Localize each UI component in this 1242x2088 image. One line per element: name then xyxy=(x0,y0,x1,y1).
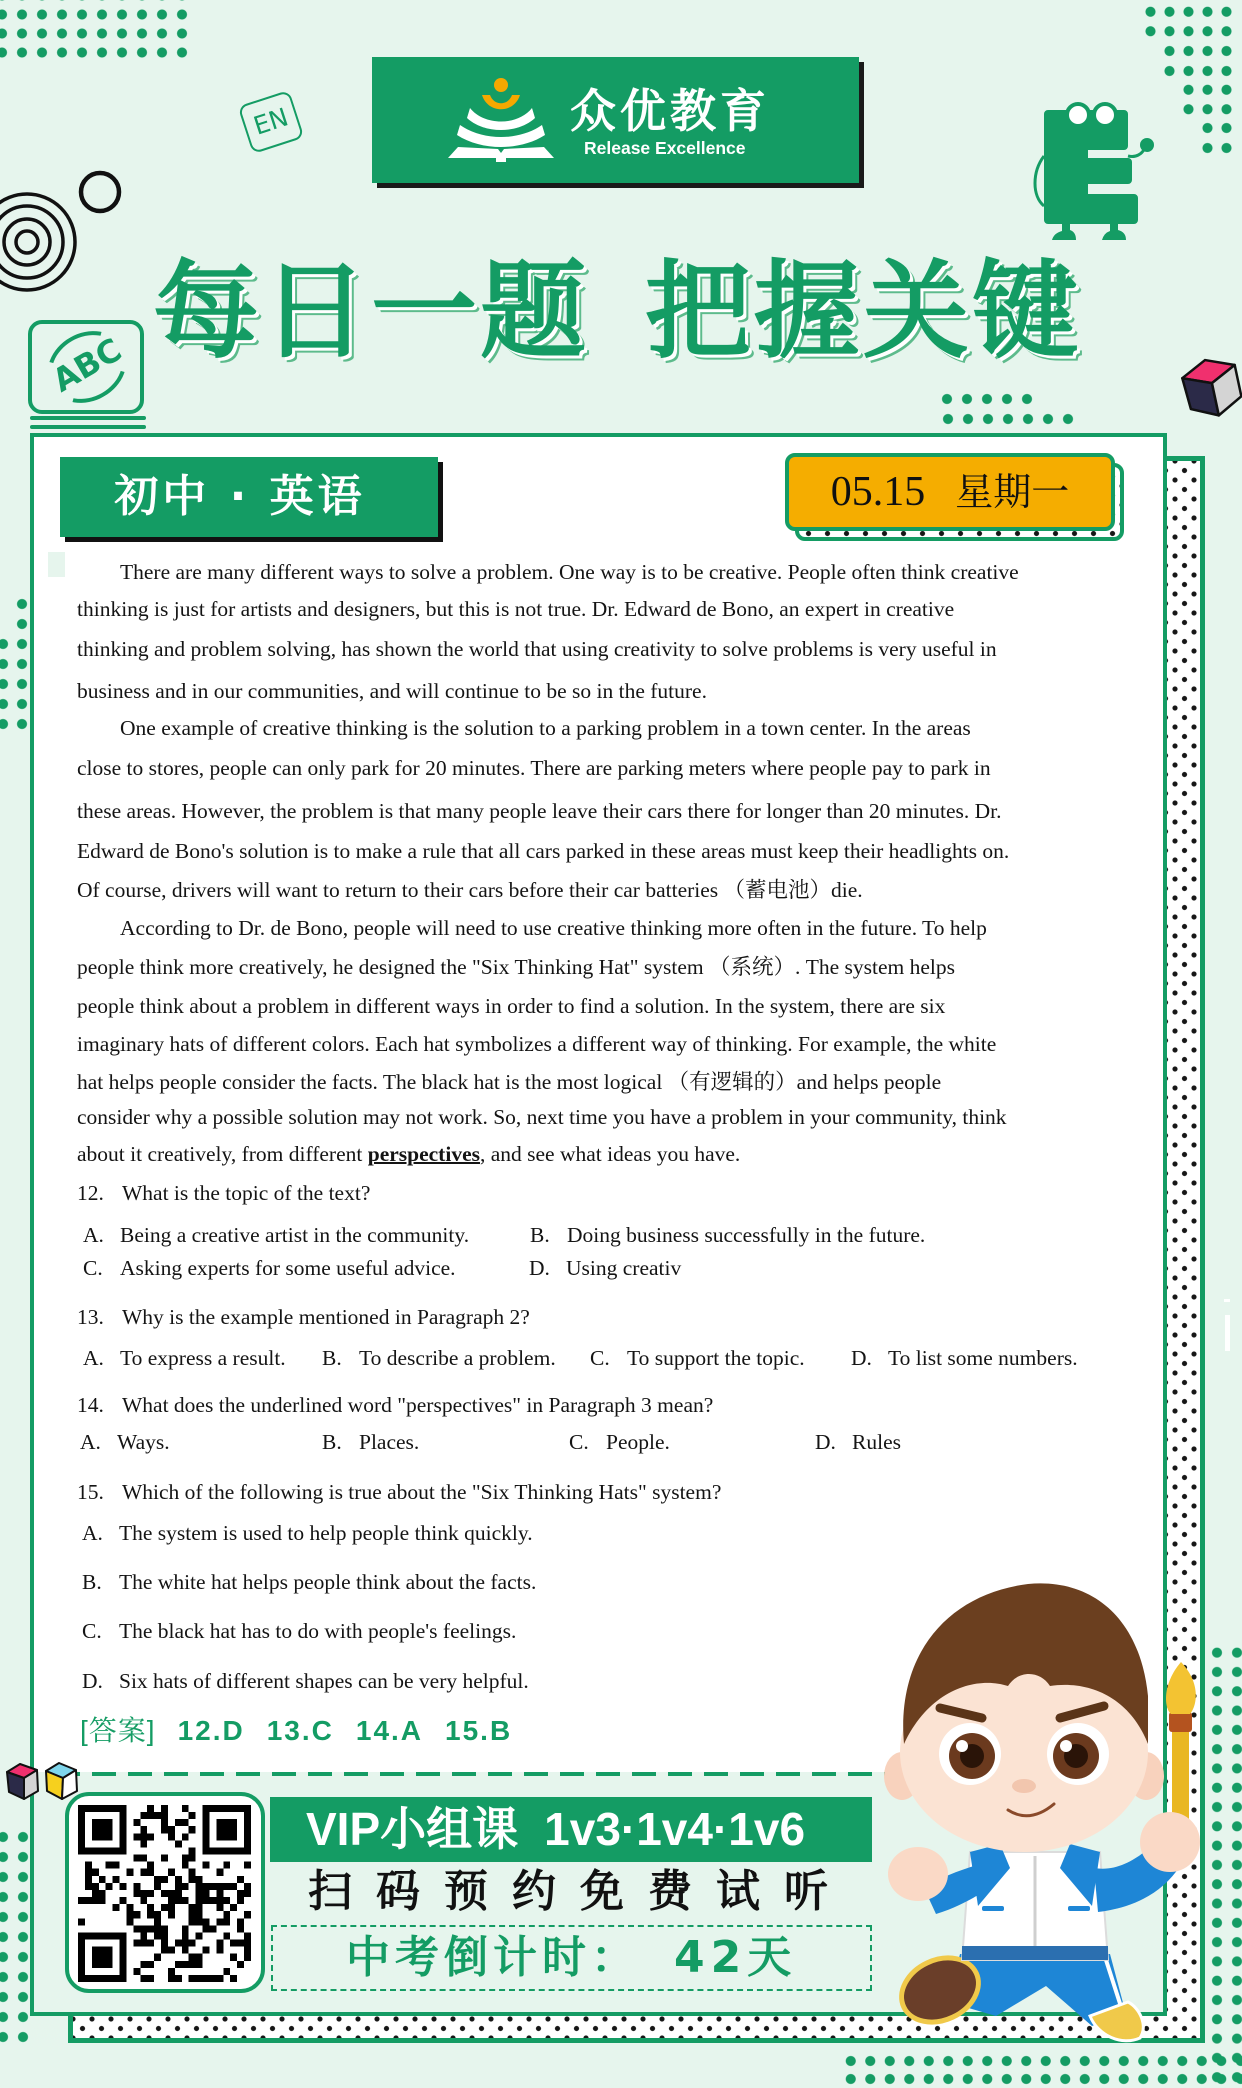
dot-grid-bottom xyxy=(841,2052,1242,2088)
option-12-a xyxy=(83,1220,469,1250)
passage-line: Of course, drivers will want to return to their cars before their car batteries （蓄电池）die. xyxy=(77,878,863,902)
option-text: Rules xyxy=(852,1430,901,1454)
passage-line: thinking and problem solving, has shown the world that using creativity to solve problems is very useful in xyxy=(77,637,997,661)
countdown-text xyxy=(346,1930,797,1986)
subject-label: 初中 · 英语 xyxy=(60,457,438,537)
dot-column-left xyxy=(0,634,13,734)
brand-slogan: Release Excellence xyxy=(584,138,746,158)
option-15-d xyxy=(82,1666,529,1696)
option-text: Six hats of different shapes can be very helpful. xyxy=(119,1669,529,1693)
weekday-value: 星期一 xyxy=(955,472,1070,514)
concentric-circles-icon xyxy=(0,165,130,300)
option-label: C. xyxy=(82,1619,102,1643)
option-text: To express a result. xyxy=(120,1346,286,1370)
passage-line: business and in our communities, and will continue to be so in the future. xyxy=(77,679,707,703)
passage-text: about it creatively, from different xyxy=(77,1142,368,1166)
option-label: B. xyxy=(322,1346,342,1370)
answer-label: [答案] xyxy=(80,1715,156,1746)
en-badge-label: EN xyxy=(249,102,292,141)
option-12-d xyxy=(529,1253,681,1283)
en-badge-icon xyxy=(238,90,305,154)
passage-line: consider why a possible solution may not work. So, next time you have a problem in your community, think xyxy=(77,1105,1007,1129)
question-text: Why is the example mentioned in Paragraph 2? xyxy=(122,1305,530,1329)
passage-line: people think more creatively, he designed the "Six Thinking Hat" system （系统）. The system helps xyxy=(77,955,955,979)
cube-icon xyxy=(1177,350,1242,425)
option-label: C. xyxy=(569,1430,589,1454)
passage-line xyxy=(77,1139,740,1169)
answer-item: 12.D xyxy=(177,1715,245,1746)
abc-book-label: ABC xyxy=(46,330,128,400)
question-number: 12. xyxy=(77,1181,104,1205)
vip-course-banner xyxy=(270,1797,872,1862)
date-value: 05.15 xyxy=(830,469,926,515)
passage-line: close to stores, people can only park for 20 minutes. There are parking meters where people pay to park in xyxy=(77,756,991,780)
date-badge xyxy=(785,453,1115,531)
option-text: To describe a problem. xyxy=(359,1346,556,1370)
option-text: People. xyxy=(606,1430,670,1454)
option-label: D. xyxy=(815,1430,836,1454)
option-13-a xyxy=(83,1343,286,1373)
question-14 xyxy=(77,1390,713,1420)
book-page-line xyxy=(30,416,146,420)
logo-symbol-icon xyxy=(447,78,555,162)
passage-text: , and see what ideas you have. xyxy=(479,1142,741,1166)
option-label: C. xyxy=(590,1346,610,1370)
page-title-part1: 每日一题 xyxy=(153,250,589,373)
option-text: Using creativ xyxy=(566,1256,682,1280)
option-text: Doing business successfully in the future. xyxy=(567,1223,926,1247)
option-12-c xyxy=(83,1253,456,1283)
option-label: B. xyxy=(322,1430,342,1454)
class-sizes: 1v3·1v4·1v6 xyxy=(544,1803,806,1855)
dot-row-above-card xyxy=(938,409,1078,429)
passage-line: According to Dr. de Bono, people will need to use creative thinking more often in the future. To help xyxy=(120,916,987,940)
option-label: B. xyxy=(82,1570,102,1594)
countdown-value: 42天 xyxy=(674,1932,798,1983)
option-label: A. xyxy=(80,1430,101,1454)
option-label: B. xyxy=(530,1223,550,1247)
option-text: Being a creative artist in the community. xyxy=(120,1223,470,1247)
passage-line: One example of creative thinking is the solution to a parking problem in a town center. In the areas xyxy=(120,716,971,740)
qr-code xyxy=(78,1805,251,1982)
question-number: 15. xyxy=(77,1480,104,1504)
decorative-block xyxy=(48,552,65,577)
passage-line: There are many different ways to solve a problem. One way is to be creative. People often think creative xyxy=(120,560,1019,584)
dot-grid-top-right xyxy=(1160,41,1236,81)
option-text: Ways. xyxy=(117,1430,170,1454)
page-title-part2: 把握关键 xyxy=(645,250,1081,373)
countdown-label: 中考倒计时： xyxy=(346,1932,640,1983)
option-label: D. xyxy=(529,1256,550,1280)
passage-line: Edward de Bono's solution is to make a rule that all cars parked in these areas must keep their headlights on. xyxy=(77,839,1010,863)
option-14-d xyxy=(815,1427,901,1457)
answer-key xyxy=(80,1714,512,1748)
dot-grid-top-left xyxy=(0,0,192,62)
option-15-b xyxy=(82,1567,536,1597)
question-text: What is the topic of the text? xyxy=(122,1181,371,1205)
question-text: Which of the following is true about the "Six Thinking Hats" system? xyxy=(122,1480,722,1504)
option-15-c xyxy=(82,1616,516,1646)
option-13-d xyxy=(851,1343,1078,1373)
answer-item: 14.A xyxy=(355,1715,424,1746)
option-label: A. xyxy=(83,1223,104,1247)
option-label: D. xyxy=(851,1346,872,1370)
brand-name-cn: 众优教育 xyxy=(570,84,770,138)
mascot-illustration xyxy=(878,1576,1212,2052)
question-12 xyxy=(77,1178,370,1208)
option-text: Places. xyxy=(359,1430,420,1454)
passage-line: people think about a problem in different ways in order to find a solution. In the system, there are six xyxy=(77,994,946,1018)
scan-cta: 扫码预约免费试听 xyxy=(308,1866,852,1917)
cubes-icon xyxy=(3,1761,81,1805)
option-text: The system is used to help people think quickly. xyxy=(119,1521,533,1545)
dot-grid-bottom-left xyxy=(0,1827,33,2047)
option-14-b xyxy=(322,1427,419,1457)
passage-line: these areas. However, the problem is that many people leave their cars there for longer than 20 minutes. Dr. xyxy=(77,799,1002,823)
dot-column-left xyxy=(12,594,32,734)
passage-line: imaginary hats of different colors. Each hat symbolizes a different way of thinking. For example, the white xyxy=(77,1032,997,1056)
option-14-c xyxy=(569,1427,670,1457)
question-number: 13. xyxy=(77,1305,104,1329)
option-13-b xyxy=(322,1343,556,1373)
vip-course-label: VIP小组课 xyxy=(306,1803,519,1855)
question-number: 14. xyxy=(77,1393,104,1417)
option-label: A. xyxy=(83,1346,104,1370)
dot-row-above-card xyxy=(937,389,1037,409)
option-14-a xyxy=(80,1427,170,1457)
underlined-word: perspectives xyxy=(367,1142,480,1166)
dot-grid-right-edge xyxy=(1207,1643,1242,2088)
question-13 xyxy=(77,1302,530,1332)
dot-grid-top-right xyxy=(1198,118,1236,158)
dot-grid-top-right xyxy=(1141,2,1236,41)
option-label: D. xyxy=(82,1669,103,1693)
option-12-b xyxy=(530,1220,925,1250)
passage-line: hat helps people consider the facts. The black hat is the most logical （有逻辑的）and helps people xyxy=(77,1070,942,1094)
book-page-line xyxy=(30,425,146,429)
answer-item: 13.C xyxy=(266,1715,334,1746)
option-text: The white hat helps people think about the facts. xyxy=(119,1570,537,1594)
option-13-c xyxy=(590,1343,805,1373)
decorative-mark xyxy=(1224,1299,1230,1302)
question-text: What does the underlined word "perspectives" in Paragraph 3 mean? xyxy=(122,1393,714,1417)
option-text: To list some numbers. xyxy=(888,1346,1078,1370)
answer-item: 15.B xyxy=(445,1715,513,1746)
option-text: To support the topic. xyxy=(627,1346,805,1370)
option-label: A. xyxy=(82,1521,103,1545)
option-text: Asking experts for some useful advice. xyxy=(120,1256,456,1280)
dot-grid-top-right xyxy=(1179,80,1236,119)
option-label: C. xyxy=(83,1256,103,1280)
option-15-a xyxy=(82,1518,533,1548)
option-text: The black hat has to do with people's feelings. xyxy=(119,1619,517,1643)
question-15 xyxy=(77,1477,721,1507)
decorative-mark xyxy=(1225,1315,1230,1351)
letter-e-mascot-icon xyxy=(1030,100,1155,242)
passage-line: thinking is just for artists and designers, but this is not true. Dr. Edward de Bono, an expert in creative xyxy=(77,597,955,621)
